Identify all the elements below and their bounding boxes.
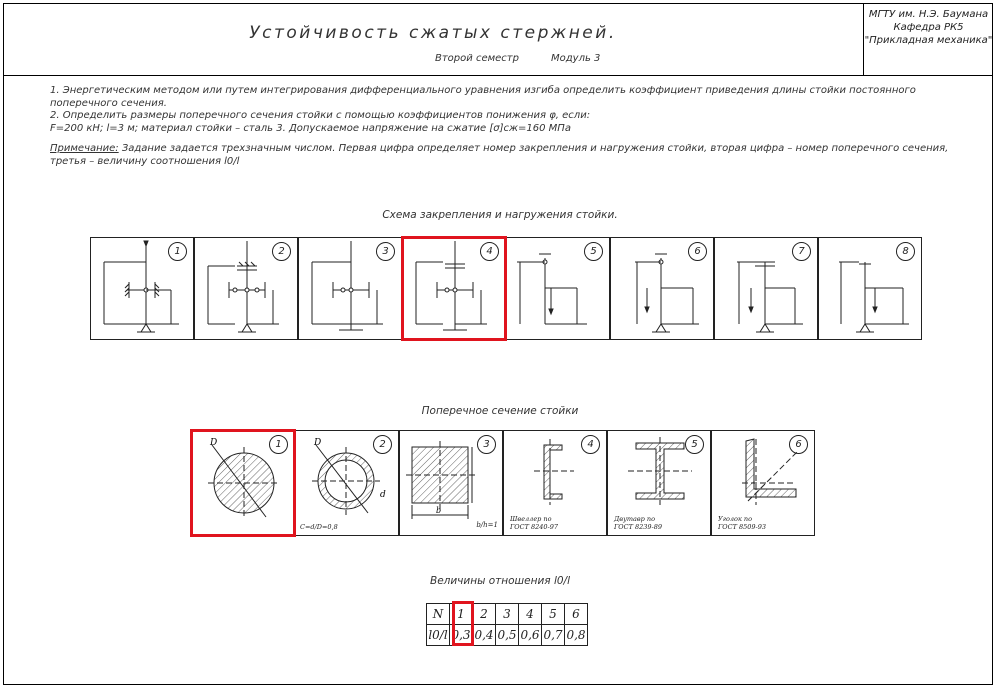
table-cell[interactable]: 5 [542, 604, 565, 625]
section-number: 5 [685, 435, 704, 454]
table-cell[interactable]: 1 [450, 604, 473, 625]
scheme-7[interactable] [714, 237, 818, 340]
scheme-number: 1 [168, 242, 187, 261]
scheme-1[interactable] [90, 237, 194, 340]
stamp-line: "Прикладная механика" [864, 35, 993, 46]
stamp-line: Кафедра РК5 [893, 22, 964, 33]
table-row [427, 625, 588, 646]
table-cell[interactable]: 0,6 [519, 625, 542, 646]
scheme-8[interactable] [818, 237, 922, 340]
selected-ratio-highlight [452, 601, 474, 646]
section-6[interactable] [711, 430, 815, 536]
page-title: Устойчивость сжатых стержней. [249, 23, 617, 43]
ratio-caption: Величины отношения l0/l [429, 575, 570, 587]
section-4[interactable] [503, 430, 607, 536]
semester-label: Второй семестр [435, 53, 519, 64]
table-cell[interactable]: 0,4 [473, 625, 496, 646]
width-label: b [436, 506, 442, 515]
table-row [427, 604, 588, 625]
inner-diameter-label: d [380, 490, 386, 500]
module-label: Модуль 3 [551, 53, 601, 64]
scheme-5[interactable] [506, 237, 610, 340]
title-block [3, 3, 993, 76]
diameter-label: D [210, 438, 218, 448]
section-number: 2 [373, 435, 392, 454]
section-2[interactable] [295, 430, 399, 536]
note-label: Примечание: [50, 143, 119, 154]
outer-diameter-label: D [314, 438, 322, 448]
task-item-2: 2. Определить размеры поперечного сечения стойки с помощью коэффициентов понижения φ, если: [50, 110, 591, 121]
table-cell[interactable]: 0,8 [565, 625, 588, 646]
table-cell[interactable]: 0,5 [496, 625, 519, 646]
task-text [50, 85, 970, 168]
ring-ratio-label: C=d/D=0,8 [300, 523, 338, 531]
scheme-number: 4 [480, 242, 499, 261]
scheme-number: 8 [896, 242, 915, 261]
section-number: 1 [269, 435, 288, 454]
task-parameters: F=200 кН; l=3 м; материал стойки – сталь 3. Допускаемое напряжение на сжатие [σ]сж=160 МПа [50, 122, 571, 134]
table-cell[interactable]: 2 [473, 604, 496, 625]
note-text: Задание задается трехзначным числом. Первая цифра определяет номер закрепления и нагружения стойки, вторая цифра – номер поперечного сечения, третья – величину соотношения l0/l [50, 143, 949, 167]
table-cell: l0/l [427, 625, 450, 646]
task-item-1: 1. Энергетическим методом или путем интегрирования дифференциального уравнения изгиба определить коэффициент приведения длины стойки постоянного поперечного сечения. [50, 85, 916, 109]
table-cell[interactable]: 4 [519, 604, 542, 625]
section-number: 3 [477, 435, 496, 454]
scheme-number: 7 [792, 242, 811, 261]
section-3[interactable] [399, 430, 503, 536]
ratio-table [426, 603, 588, 646]
scheme-2[interactable] [194, 237, 298, 340]
section-1[interactable] [191, 430, 295, 536]
scheme-3[interactable] [298, 237, 402, 340]
table-cell[interactable]: 3 [496, 604, 519, 625]
section-5[interactable] [607, 430, 711, 536]
scheme-number: 5 [584, 242, 603, 261]
table-cell: N [427, 604, 450, 625]
sections-caption: Поперечное сечение стойки [421, 405, 579, 417]
task-note [50, 143, 970, 168]
scheme-number: 6 [688, 242, 707, 261]
schemes-row [90, 237, 922, 340]
schemes-caption: Схема закрепления и нагружения стойки. [382, 209, 618, 221]
ibeam-gost-label: Двутавр по ГОСТ 8239-89 [614, 515, 663, 531]
angle-gost-label: Уголок по ГОСТ 8509-93 [718, 515, 767, 531]
scheme-number: 2 [272, 242, 291, 261]
table-cell[interactable]: 0,3 [450, 625, 473, 646]
section-number: 6 [789, 435, 808, 454]
scheme-number: 3 [376, 242, 395, 261]
scheme-4[interactable] [402, 237, 506, 340]
university-stamp [863, 3, 993, 75]
channel-gost-label: Швеллер по ГОСТ 8240-97 [510, 515, 559, 531]
rect-ratio-label: b/h=1 [476, 521, 498, 529]
scheme-6[interactable] [610, 237, 714, 340]
section-number: 4 [581, 435, 600, 454]
sections-row [191, 430, 815, 536]
stamp-line: МГТУ им. Н.Э. Баумана [868, 9, 989, 20]
table-cell[interactable]: 0,7 [542, 625, 565, 646]
table-cell[interactable]: 6 [565, 604, 588, 625]
